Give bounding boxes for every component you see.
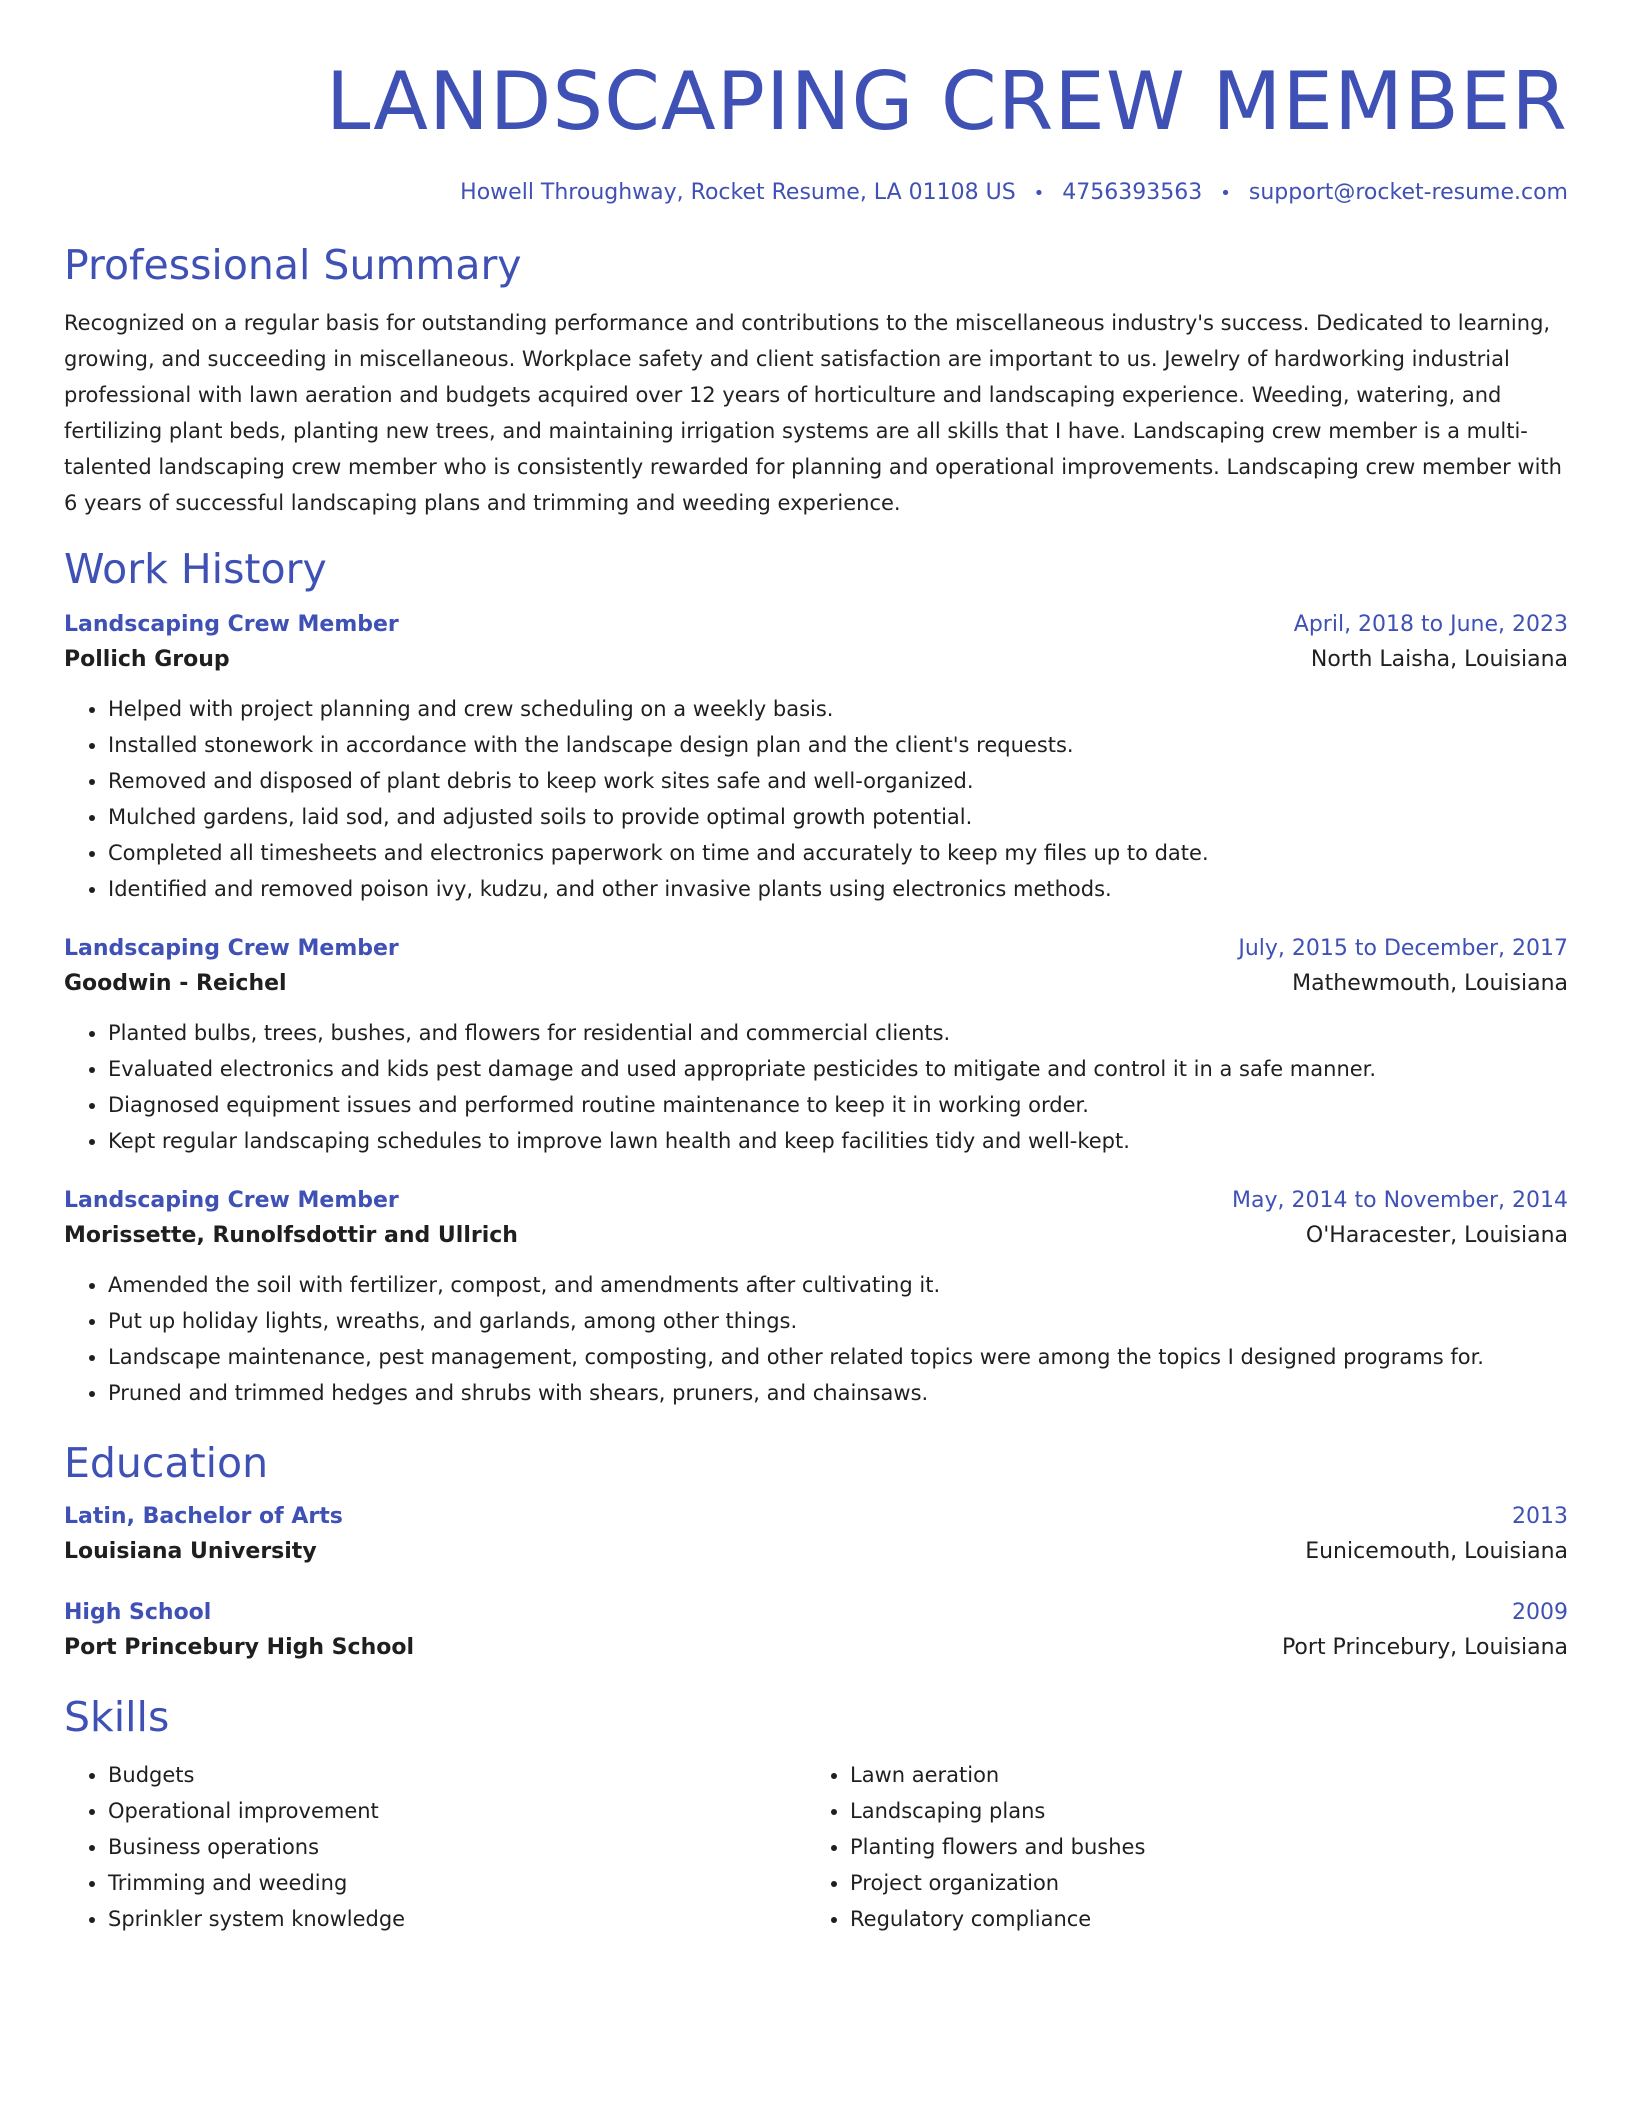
education-school: Port Princebury High School	[64, 1635, 415, 1660]
education-degree: Latin, Bachelor of Arts	[64, 1504, 343, 1529]
education-heading: Education	[64, 1439, 269, 1487]
job-bullet: • Installed stonework in accordance with the landscape design plan and the client's requests.	[108, 727, 1568, 763]
job-bullet: • Diagnosed equipment issues and performed routine maintenance to keep it in working order.	[108, 1087, 1568, 1123]
job-bullets	[64, 1015, 1568, 1159]
job-company: Pollich Group	[64, 647, 230, 672]
job-location: Mathewmouth, Louisiana	[1292, 971, 1568, 996]
job-bullet: • Mulched gardens, laid sod, and adjusted soils to provide optimal growth potential.	[108, 799, 1568, 835]
job-company: Morissette, Runolfsdottir and Ullrich	[64, 1223, 518, 1248]
summary-text: Recognized on a regular basis for outstanding performance and contributions to the miscellaneous industry's success. Dedicated to learning, growing, and succeeding in miscellaneous. Workplace safety and client satisfaction are important to us. Jewelry of hardworking industrial professional with lawn aeration and budgets acquired over 12 years of horticulture and landscaping experience. Weeding, watering, and fertilizing plant beds, planting new trees, and maintaining irrigation systems are all skills that I have. Landscaping crew member is a multi-talented landscaping crew member who is consistently rewarded for planning and operational improvements. Landscaping crew member with 6 years of successful landscaping plans and trimming and weeding experience.	[64, 311, 1562, 515]
job-bullet: • Amended the soil with fertilizer, compost, and amendments after cultivating it.	[108, 1267, 1568, 1303]
job-dates: April, 2018 to June, 2023	[1293, 612, 1568, 637]
education-entry	[64, 1501, 1568, 1571]
job-bullets	[64, 691, 1568, 907]
skill-item: • Trimming and weeding	[108, 1865, 806, 1901]
summary-heading: Professional Summary	[64, 241, 522, 289]
job-entry	[64, 609, 1568, 907]
skill-item: • Regulatory compliance	[850, 1901, 1548, 1937]
job-bullet: • Identified and removed poison ivy, kudzu, and other invasive plants using electronics methods.	[108, 871, 1568, 907]
education-location: Port Princebury, Louisiana	[1281, 1635, 1568, 1660]
education-year: 2009	[1512, 1600, 1568, 1625]
skills-column-right	[806, 1757, 1548, 1937]
job-dates: May, 2014 to November, 2014	[1232, 1188, 1568, 1213]
job-location: North Laisha, Louisiana	[1310, 647, 1568, 672]
skill-item: • Landscaping plans	[850, 1793, 1548, 1829]
job-bullet: • Landscape maintenance, pest management, composting, and other related topics were among the topics I designed programs for.	[108, 1339, 1568, 1375]
resume-page	[64, 0, 1568, 1937]
job-bullet: • Completed all timesheets and electronics paperwork on time and accurately to keep my files up to date.	[108, 835, 1568, 871]
job-title: Landscaping Crew Member	[64, 612, 399, 637]
job-bullets	[64, 1267, 1568, 1411]
job-bullet: • Planted bulbs, trees, bushes, and flowers for residential and commercial clients.	[108, 1015, 1568, 1051]
separator-dot: •	[1220, 183, 1231, 204]
contact-address: Howell Throughway, Rocket Resume, LA 01108 US	[460, 180, 1016, 205]
job-title: Landscaping Crew Member	[64, 1188, 399, 1213]
job-dates: July, 2015 to December, 2017	[1238, 936, 1568, 961]
contact-phone: 4756393563	[1062, 180, 1203, 205]
resume-header	[64, 0, 1568, 209]
skill-item: • Business operations	[108, 1829, 806, 1865]
skills-column-left	[64, 1757, 806, 1937]
skill-item: • Operational improvement	[108, 1793, 806, 1829]
job-bullet: • Removed and disposed of plant debris to keep work sites safe and well-organized.	[108, 763, 1568, 799]
job-title: Landscaping Crew Member	[64, 936, 399, 961]
work-history-heading: Work History	[64, 545, 327, 593]
skill-item: • Planting flowers and bushes	[850, 1829, 1548, 1865]
education-entry	[64, 1597, 1568, 1667]
job-location: O'Haracester, Louisiana	[1305, 1223, 1568, 1248]
job-entry	[64, 933, 1568, 1159]
skills-heading: Skills	[64, 1693, 170, 1741]
skill-item: • Budgets	[108, 1757, 806, 1793]
contact-email: support@rocket-resume.com	[1248, 180, 1568, 205]
contact-line	[64, 178, 1568, 209]
skill-item: • Lawn aeration	[850, 1757, 1548, 1793]
skill-item: • Sprinkler system knowledge	[108, 1901, 806, 1937]
job-bullet: • Kept regular landscaping schedules to improve lawn health and keep facilities tidy and well-kept.	[108, 1123, 1568, 1159]
job-company: Goodwin - Reichel	[64, 971, 287, 996]
skills-grid	[64, 1757, 1568, 1937]
candidate-title: LANDSCAPING CREW MEMBER	[325, 55, 1568, 148]
job-bullet: • Helped with project planning and crew scheduling on a weekly basis.	[108, 691, 1568, 727]
job-bullet: • Evaluated electronics and kids pest damage and used appropriate pesticides to mitigate and control it in a safe manner.	[108, 1051, 1568, 1087]
job-bullet: • Pruned and trimmed hedges and shrubs with shears, pruners, and chainsaws.	[108, 1375, 1568, 1411]
education-school: Louisiana University	[64, 1539, 317, 1564]
job-entry	[64, 1185, 1568, 1411]
education-location: Eunicemouth, Louisiana	[1305, 1539, 1568, 1564]
job-bullet: • Put up holiday lights, wreaths, and garlands, among other things.	[108, 1303, 1568, 1339]
education-year: 2013	[1512, 1504, 1568, 1529]
skill-item: • Project organization	[850, 1865, 1548, 1901]
education-degree: High School	[64, 1600, 212, 1625]
separator-dot: •	[1033, 183, 1045, 204]
